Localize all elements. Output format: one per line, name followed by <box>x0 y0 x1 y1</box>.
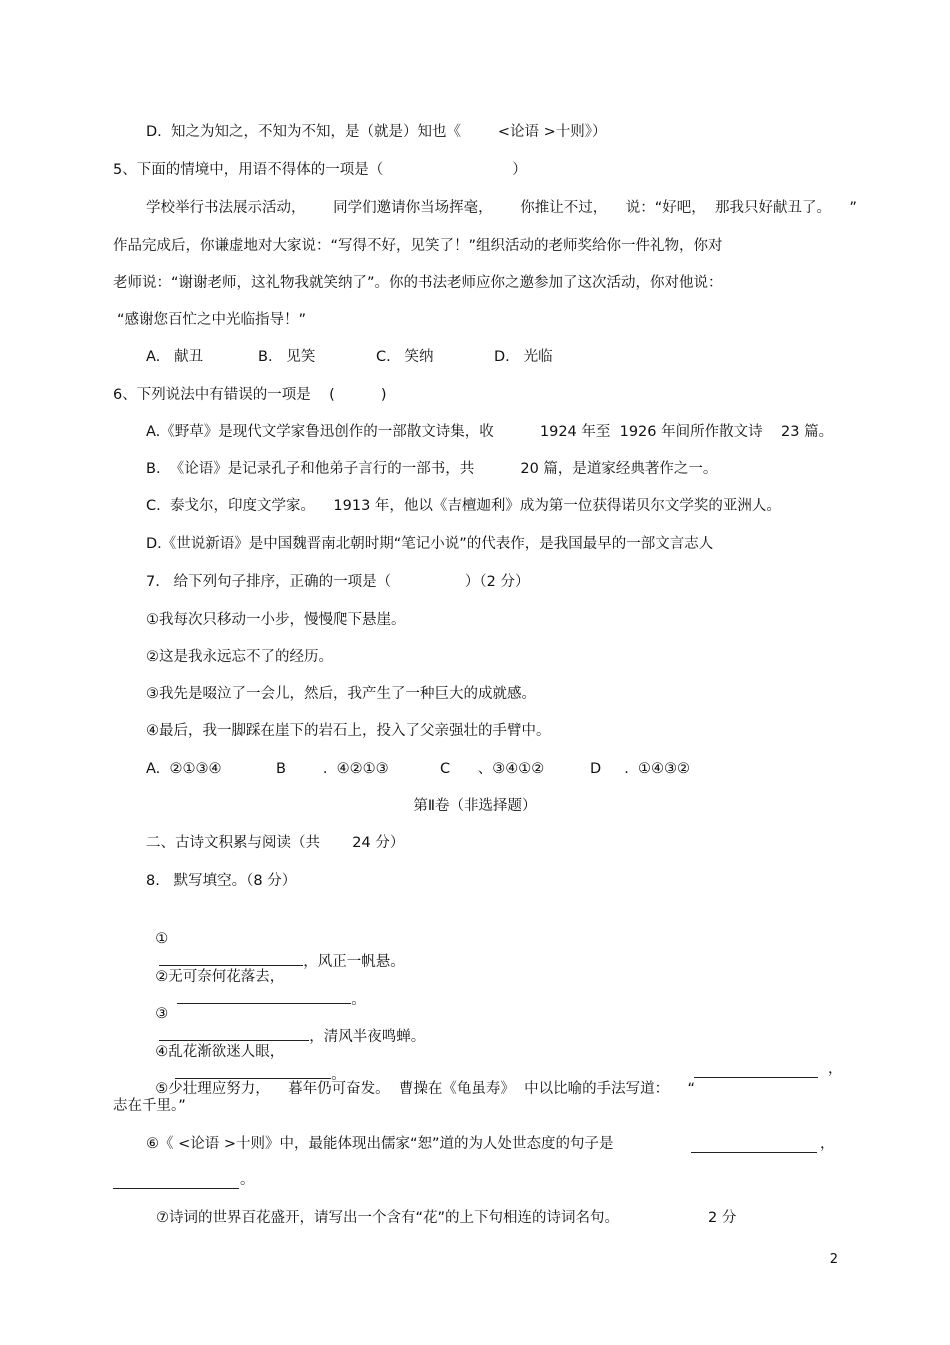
q8-item-1-suffix: ，风正一帆悬。 <box>303 954 405 970</box>
q7-sentence-2: ②这是我永远忘不了的经历。 <box>146 649 333 665</box>
q7-sentence-1: ①我每次只移动一小步，慢慢爬下悬崖。 <box>146 612 406 628</box>
q8-item-6-period: 。 <box>240 1172 255 1188</box>
q5-option-b: B. 见笑 <box>258 349 316 365</box>
q6-stem: 6、下列说法中有错误的一项是 ( ) <box>113 387 387 403</box>
q5-option-d: D. 光临 <box>494 349 553 365</box>
q8-item-5-continuation: 志在千里。” <box>113 1098 186 1114</box>
section-heading: 二、古诗文积累与阅读（共 24 分） <box>146 835 405 851</box>
q6-option-b: B. 《论语》是记录孔子和他弟子言行的一部书，共 20 篇，是道家经典著作之一。 <box>146 461 718 477</box>
q8-stem: 8. 默写填空。（8 分） <box>146 873 297 889</box>
q8-item-5-end: ， <box>828 1061 843 1077</box>
q8-item-7: ⑦诗词的世界百花盛开，请写出一个含有“花”的上下句相连的诗词名句。 <box>156 1210 620 1226</box>
q8-item-6-blank-2[interactable] <box>113 1172 239 1189</box>
q8-item-5-blank[interactable] <box>694 1061 818 1078</box>
q5-paragraph-2: 作品完成后，你谦虚地对大家说：“写得不好，见笑了！”组织活动的老师奖给你一件礼物，你对 <box>113 238 723 254</box>
q8-item-2-prefix: ②无可奈何花落去， <box>155 969 285 985</box>
q7-option-c: C 、③④①② <box>440 761 545 777</box>
q8-item-3-prefix: ③ <box>155 1006 169 1022</box>
q8-item-5 <box>146 1059 695 1099</box>
q5-paragraph-4: “感谢您百忙之中光临指导！” <box>117 312 307 328</box>
q8-item-7-score: 2 分 <box>708 1210 737 1226</box>
q7-sentence-4: ④最后，我一脚踩在崖下的岩石上，投入了父亲强壮的手臂中。 <box>146 723 551 739</box>
page-number: 2 <box>829 1252 838 1267</box>
q5-paragraph-1: 学校举行书法展示活动， 同学们邀请你当场挥毫， 你推让不过， 说：“好吧， 那我只好献丑了。 ” <box>146 200 857 216</box>
q5-option-c: C. 笑纳 <box>376 349 434 365</box>
q5-stem: 5、下面的情境中，用语不得体的一项是（ ） <box>113 162 527 178</box>
q8-item-5-text: ⑤少壮理应努力， 暮年仍可奋发。 曹操在《龟虽寿》 中以比喻的手法写道： “ <box>155 1081 696 1097</box>
q6-option-a: A.《野草》是现代文学家鲁迅创作的一部散文诗集，收 1924 年至 1926 年间所作散文诗 23 篇。 <box>146 424 834 440</box>
q7-stem: 7. 给下列句子排序，正确的一项是（ ）（2 分） <box>146 574 530 590</box>
q8-item-6-end: ， <box>820 1136 835 1152</box>
q8-item-6: ⑥《 <论语 >十则》中，最能体现出儒家“恕”道的为人处世态度的句子是 <box>146 1136 614 1152</box>
q7-option-b: B . ④②①③ <box>276 761 389 777</box>
q8-item-1-prefix: ① <box>155 931 169 947</box>
q8-item-6-blank-1[interactable] <box>691 1136 817 1153</box>
q8-item-4-prefix: ④乱花渐欲迷人眼， <box>155 1044 285 1060</box>
q7-option-d: D . ①④③② <box>590 761 691 777</box>
q7-option-a: A. ②①③④ <box>146 761 222 777</box>
q6-option-c: C. 泰戈尔，印度文学家。 1913 年，他以《吉檀迦利》成为第一位获得诺贝尔文学奖的亚洲人。 <box>146 498 781 514</box>
section-title: 第Ⅱ卷（非选择题） <box>413 798 537 814</box>
q5-option-a: A. 献丑 <box>146 349 204 365</box>
q8-item-2-suffix: 。 <box>351 992 366 1008</box>
q8-item-4-suffix: 。 <box>331 1067 346 1083</box>
q8-item-3-suffix: ，清风半夜鸣蝉。 <box>309 1029 426 1045</box>
q7-sentence-3: ③我先是啜泣了一会儿，然后，我产生了一种巨大的成就感。 <box>146 686 536 702</box>
q6-option-d: D.《世说新语》是中国魏晋南北朝时期“笔记小说”的代表作，是我国最早的一部文言志人 <box>146 536 714 552</box>
q5-paragraph-3: 老师说：“谢谢老师，这礼物我就笑纳了”。你的书法老师应你之邀参加了这次活动，你对他说： <box>113 275 723 291</box>
q4-option-d: D. 知之为知之，不知为不知，是（就是）知也《 <论语 >十则》） <box>146 124 607 140</box>
